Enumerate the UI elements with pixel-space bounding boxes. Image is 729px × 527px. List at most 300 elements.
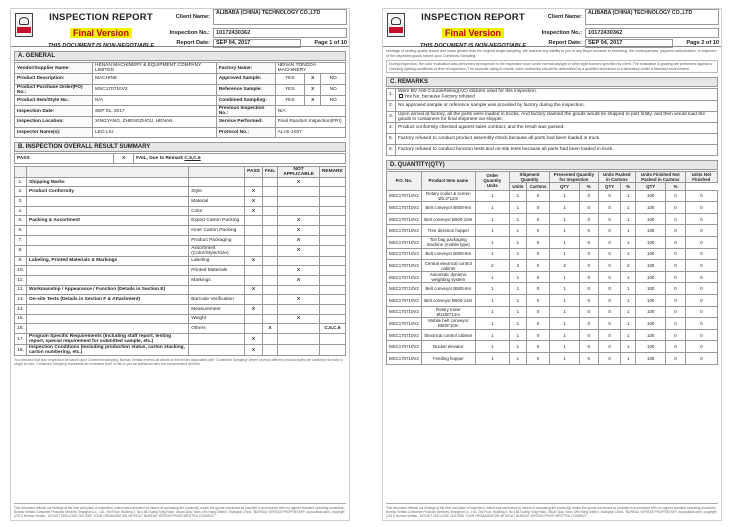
quantity-subheader-cell: %	[579, 182, 598, 190]
po-number: MSC170710V2	[387, 283, 422, 295]
summary-item: Labeling	[189, 256, 245, 266]
summary-row	[15, 285, 346, 295]
quantity-value: 0	[527, 329, 550, 341]
quantity-value: 1	[475, 190, 509, 202]
remark-row	[387, 111, 718, 122]
general-row	[15, 63, 346, 74]
general-field-value: HENAN TONGDA MACHINERY	[275, 63, 345, 74]
summary-row	[15, 177, 346, 187]
general-field-label: Inspection Location:	[15, 117, 93, 128]
quantity-value: 0	[666, 213, 685, 225]
quantity-value: 100	[635, 283, 665, 295]
summary-pass	[245, 245, 263, 256]
quantity-value: 0	[685, 202, 717, 214]
summary-pass: X	[245, 345, 263, 356]
summary-fail	[262, 226, 277, 236]
quantity-value: 0	[685, 237, 717, 249]
quantity-value: 1	[475, 202, 509, 214]
quantity-row	[387, 260, 718, 272]
page-number: Page 1 of 10	[314, 40, 347, 47]
quantity-value: 1	[509, 225, 526, 237]
remark-number: 6.	[387, 144, 396, 155]
po-number: MSC170710V2	[387, 294, 422, 306]
quantity-value: 1	[475, 213, 509, 225]
quantity-value: 100	[635, 271, 665, 283]
quantity-value: 0	[598, 329, 621, 341]
general-field-value: SEP 01, 2017	[93, 106, 217, 117]
quantity-value: 1	[509, 306, 526, 318]
quantity-value: 1	[621, 329, 636, 341]
summary-row	[15, 314, 346, 324]
combined-sampling-note: You checked that your Inspection be based upon Combined sampling. Bureau Veritas reviews all clients of this tender associated with "Combined Sampling" where several different product styles are combined to make a single lot size. Combined Sampling represents an increased level of risk to you as statistical rules are compromised and this	[14, 358, 343, 367]
quantity-value: 0	[598, 271, 621, 283]
summary-category	[27, 235, 189, 245]
quantity-value: 0	[579, 341, 598, 353]
quantity-value: 0	[579, 248, 598, 260]
summary-row-number: 1.	[15, 177, 27, 187]
summary-row-number: 16.	[15, 324, 27, 334]
summary-not-applicable: X	[278, 235, 320, 245]
summary-row	[15, 345, 346, 356]
quantity-value: 0	[527, 271, 550, 283]
client-value: ALIBABA (CHINA) TECHNOLOGY CO.,LTD	[213, 9, 347, 25]
pass-fail-table	[14, 153, 346, 164]
summary-fail	[262, 256, 277, 266]
summary-not-applicable	[278, 334, 320, 345]
quantity-value: 1	[621, 202, 636, 214]
quantity-value: 0	[685, 341, 717, 353]
client-label: Client Name:	[547, 14, 582, 21]
summary-row	[15, 266, 346, 276]
summary-row-number: 2.	[15, 187, 27, 197]
quantity-value: 1	[475, 225, 509, 237]
summary-fail	[262, 266, 277, 276]
quantity-subheader-cell: Cartons	[527, 182, 550, 190]
product-item-name: Central electrical control cabinet	[421, 260, 475, 272]
general-field-value: MSC170710V2	[93, 84, 217, 95]
remark-text-content: No approved sample or reference sample was provided by factory during the inspection.	[398, 103, 585, 109]
quantity-value: 1	[509, 213, 526, 225]
quantity-value: 0	[527, 202, 550, 214]
summary-item	[189, 345, 245, 356]
quantity-value: 0	[527, 225, 550, 237]
quantity-row	[387, 271, 718, 283]
summary-row	[15, 197, 346, 207]
summary-not-applicable	[278, 285, 320, 295]
product-item-name: Rotary cooler & screen Ø1.2*12m	[421, 190, 475, 202]
summary-fail	[262, 275, 277, 285]
summary-category: On-site Tests (Details in Section F & Attachment)	[27, 295, 189, 305]
quantity-value: 1	[550, 271, 580, 283]
summary-fail	[262, 187, 277, 197]
general-field-label: Reference Sample:	[216, 84, 275, 95]
summary-fail	[262, 334, 277, 345]
quantity-value: 0	[666, 283, 685, 295]
general-row	[15, 95, 346, 106]
summary-row-number: 11.	[15, 275, 27, 285]
summary-not-applicable: X	[278, 266, 320, 276]
summary-pass	[245, 235, 263, 245]
quantity-subheader-cell: QTY	[550, 182, 580, 190]
quantity-value: 0	[685, 329, 717, 341]
summary-row	[15, 256, 346, 266]
po-number: MSC170710V2	[387, 271, 422, 283]
quantity-value: 100	[635, 341, 665, 353]
po-number: MSC170710V2	[387, 248, 422, 260]
quantity-value: 100	[635, 260, 665, 272]
summary-remark	[319, 285, 345, 295]
remarks-table	[386, 88, 718, 155]
remark-checkbox-text: Yes No, because Factory refused	[404, 94, 475, 100]
quantity-value: 0	[666, 190, 685, 202]
quantity-row	[387, 237, 718, 249]
summary-row-number: 6.	[15, 226, 27, 236]
summary-item: Others	[189, 324, 245, 334]
summary-row	[15, 235, 346, 245]
quantity-value: 0	[579, 306, 598, 318]
quantity-value: 1	[550, 294, 580, 306]
quantity-value: 0	[598, 248, 621, 260]
quantity-value: 100	[635, 306, 665, 318]
general-field-label: Combined Sampling:	[216, 95, 275, 106]
summary-category: Packing & Assortment	[27, 216, 189, 226]
quantity-value: 1	[621, 190, 636, 202]
remark-text-content: Were BV Anti-Counterfeiting(AC) stickers used for this inspection.	[398, 89, 538, 95]
quantity-value: 1	[621, 248, 636, 260]
summary-not-applicable	[278, 304, 320, 314]
remark-text	[396, 111, 718, 122]
quantity-value: 100	[635, 248, 665, 260]
report-date-label: Report Date:	[548, 40, 582, 47]
section-remarks-title: C. REMARKS	[386, 77, 718, 87]
po-number: MSC170710V2	[387, 329, 422, 341]
summary-category: Program Specific Requirements (Including staff report, testing report, special requirement for submitted sample, etc.)	[27, 334, 189, 345]
summary-item: Material	[189, 197, 245, 207]
summary-item: Weight	[189, 314, 245, 324]
product-item-name: Belt conveyor B500-8m	[421, 248, 475, 260]
quantity-header-cell: Order Quantity Units	[475, 171, 509, 190]
quantity-value: 0	[527, 260, 550, 272]
section-quantity-title: D. QUANTITY(QTY)	[386, 160, 718, 170]
summary-remark	[319, 245, 345, 256]
report-title-block	[413, 12, 533, 49]
quantity-value: 0	[666, 248, 685, 260]
po-number: MSC170710V2	[387, 190, 422, 202]
quantity-value: 100	[635, 202, 665, 214]
quantity-value: 1	[550, 341, 580, 353]
quantity-value: 0	[666, 237, 685, 249]
general-row	[15, 84, 346, 95]
inspection-no-label: Inspection No.:	[541, 29, 582, 36]
quantity-value: 0	[666, 329, 685, 341]
summary-not-applicable	[278, 206, 320, 216]
summary-category: Inspection Conditions (Including production status, carton stacking, carton numbering, etc.)	[27, 345, 189, 356]
quantity-value: 1	[475, 294, 509, 306]
remark-row	[387, 133, 718, 144]
summary-not-applicable	[278, 345, 320, 356]
summary-pass: X	[245, 285, 263, 295]
quantity-value: 100	[635, 225, 665, 237]
final-version-label: Final Version	[442, 28, 504, 38]
summary-pass	[245, 314, 263, 324]
summary-item: Measurement	[189, 304, 245, 314]
quantity-value: 0	[598, 237, 621, 249]
po-number: MSC170710V2	[387, 213, 422, 225]
summary-remark	[319, 334, 345, 345]
general-field-mark: X	[304, 84, 320, 95]
quantity-value: 0	[685, 283, 717, 295]
summary-row-number: 10.	[15, 266, 27, 276]
client-label: Client Name:	[175, 14, 210, 21]
quantity-value: 0	[685, 318, 717, 330]
summary-pass: X	[245, 334, 263, 345]
remark-number: 4.	[387, 122, 396, 133]
summary-header-cell: FAIL	[262, 166, 277, 177]
summary-item: Printed Materials	[189, 266, 245, 276]
non-negotiable-label: THIS DOCUMENT IS NON-NEGOTIABLE	[420, 43, 526, 49]
summary-remark	[319, 256, 345, 266]
quantity-value: 2	[509, 260, 526, 272]
quantity-value: 100	[635, 294, 665, 306]
po-number: MSC170710V2	[387, 352, 422, 364]
quantity-value: 0	[666, 341, 685, 353]
summary-not-applicable: X	[278, 314, 320, 324]
general-field-label: Product Description:	[15, 74, 93, 85]
summary-fail	[262, 285, 277, 295]
summary-item: Export Carton Packing	[189, 216, 245, 226]
general-field-value: YES	[275, 95, 304, 106]
summary-item	[189, 177, 245, 187]
po-number: MSC170710V2	[387, 225, 422, 237]
quantity-row	[387, 306, 718, 318]
remark-text-content: Upon arrival at factory, all the parts were loaded in trucks. And factory claimed the goods would be shipped to port firstly, and then would load the goods in containers for final shipment via shipper.	[398, 111, 706, 122]
summary-row-number: 5.	[15, 216, 27, 226]
quantity-value: 1	[509, 237, 526, 249]
quantity-value: 0	[685, 306, 717, 318]
summary-fail	[262, 295, 277, 305]
product-item-name: Electrical control cabinet	[421, 329, 475, 341]
summary-header-cell: PASS	[245, 166, 263, 177]
report-page-2	[382, 8, 722, 521]
general-field-value: YES	[275, 84, 304, 95]
summary-header-cell: REMARK	[319, 166, 345, 177]
summary-not-applicable	[278, 197, 320, 207]
summary-item: Barcode Verification	[189, 295, 245, 305]
quantity-row	[387, 202, 718, 214]
quantity-value: 1	[509, 190, 526, 202]
summary-item	[189, 334, 245, 345]
summary-category: Workmanship / Appearance / Function (Details in Section E)	[27, 285, 189, 295]
summary-not-applicable	[278, 256, 320, 266]
remark-checkbox-line	[398, 94, 715, 99]
quantity-value: 1	[621, 271, 636, 283]
remark-number: 3.	[387, 111, 396, 122]
quantity-value: 0	[666, 271, 685, 283]
quantity-value: 0	[666, 318, 685, 330]
summary-remark	[319, 226, 345, 236]
po-number: MSC170710V2	[387, 318, 422, 330]
quantity-value: 1	[509, 271, 526, 283]
report-header	[11, 9, 349, 47]
summary-row-number: 15.	[15, 314, 27, 324]
quantity-value: 0	[598, 294, 621, 306]
remark-number: 2.	[387, 100, 396, 111]
quantity-value: 0	[579, 318, 598, 330]
summary-fail	[262, 177, 277, 187]
quantity-value: 0	[685, 294, 717, 306]
summary-remark	[319, 206, 345, 216]
quantity-value: 100	[635, 190, 665, 202]
summary-header-cell	[27, 166, 189, 177]
quantity-value: 0	[685, 352, 717, 364]
quantity-value: 0	[666, 225, 685, 237]
report-meta	[535, 12, 719, 49]
pass-mark: X	[114, 154, 134, 164]
quantity-value: 2	[550, 260, 580, 272]
quantity-value: 0	[527, 294, 550, 306]
summary-fail	[262, 197, 277, 207]
report-title-block	[41, 12, 161, 49]
fail-remark: C.5,C.6	[184, 155, 201, 161]
summary-fail	[262, 206, 277, 216]
summary-category	[27, 324, 189, 334]
quantity-header-cell: Units Finished Not Packed in Cartons	[635, 171, 685, 182]
summary-not-applicable: X	[278, 295, 320, 305]
inspection-no-value: 10172430362	[585, 28, 719, 38]
remark-text	[396, 144, 718, 155]
quantity-row	[387, 329, 718, 341]
quantity-value: 1	[509, 248, 526, 260]
quantity-value: 0	[685, 225, 717, 237]
summary-item: Inner Carton Packing	[189, 226, 245, 236]
summary-header-cell: NOT APPLICABLE	[278, 166, 320, 177]
general-field-value: ALI-E-1037	[275, 127, 345, 138]
quantity-value: 0	[666, 294, 685, 306]
summary-not-applicable: X	[278, 245, 320, 256]
product-item-name: Belt conveyor B500-6m	[421, 283, 475, 295]
quantity-value: 0	[598, 213, 621, 225]
product-item-name: Ton bag packaging machine (mobile type)	[421, 237, 475, 249]
summary-not-applicable: X	[278, 226, 320, 236]
quantity-value: 0	[666, 260, 685, 272]
summary-row-number: 3.	[15, 197, 27, 207]
quantity-value: 1	[475, 248, 509, 260]
summary-row-number: 18.	[15, 345, 27, 356]
remark-text-content: Factory refused to conduct product assembly check because all parts had been loaded in truck.	[398, 136, 601, 142]
quantity-value: 0	[579, 225, 598, 237]
quantity-value: 1	[509, 294, 526, 306]
summary-row-number: 7.	[15, 235, 27, 245]
quantity-value: 0	[598, 352, 621, 364]
report-title: INSPECTION REPORT	[421, 12, 525, 23]
general-field-value: MACHINE	[93, 74, 217, 85]
summary-row	[15, 216, 346, 226]
summary-row-number: 14.	[15, 304, 27, 314]
product-item-name: Feeding hopper	[421, 352, 475, 364]
summary-remark	[319, 345, 345, 356]
quantity-value: 0	[685, 190, 717, 202]
general-field-label: Product Item/Style No.:	[15, 95, 93, 106]
section-general-title: A. GENERAL	[14, 51, 346, 61]
summary-pass: X	[245, 304, 263, 314]
summary-category	[27, 226, 189, 236]
summary-pass	[245, 216, 263, 226]
quantity-value: 1	[621, 318, 636, 330]
quantity-value: 0	[527, 248, 550, 260]
summary-remark	[319, 216, 345, 226]
quantity-value: 0	[579, 352, 598, 364]
summary-category	[27, 197, 189, 207]
quantity-value: 1	[621, 341, 636, 353]
general-field-label: Vendor/Supplier Name:	[15, 63, 93, 74]
quantity-value: 1	[621, 225, 636, 237]
general-field-label: Previous Inspection No.:	[216, 106, 275, 117]
product-item-name: Automatic dynamic weighting system	[421, 271, 475, 283]
quantity-value: 1	[475, 329, 509, 341]
summary-row-number: 9.	[15, 256, 27, 266]
quantity-value: 1	[475, 341, 509, 353]
quantity-value: 1	[550, 283, 580, 295]
quantity-value: 0	[527, 318, 550, 330]
summary-not-applicable: X	[278, 177, 320, 187]
quantity-header-cell: Product Item name	[421, 171, 475, 190]
summary-fail	[262, 314, 277, 324]
summary-row	[15, 187, 346, 197]
general-row	[15, 106, 346, 117]
summary-header-cell	[189, 166, 245, 177]
summary-remark	[319, 304, 345, 314]
general-field-value: YES	[275, 74, 304, 85]
quantity-value: 0	[685, 213, 717, 225]
remark-text-content: Product conformity checked against sales contract, and the result was passed.	[398, 125, 565, 131]
quantity-value: 1	[550, 306, 580, 318]
general-field-mark: X	[304, 95, 320, 106]
page-footer: This document reflects our findings at the time and place of inspection, which was conducted by means of comparing the product(s) and/or the goods concerned as provided in accordance with our agreed standard operating procedure. Bureau Veritas Consumer Products Services Shanghai Co., Ltd., 2nd Floor, Building 3, No.168 Guang Tong Road, Zhuan Qiao Town, Min Hang District, Shanghai China. "BUREAU VERITAS PROPRIETARY: acycloalkal work, copyright (2017) Bureau Veritas - DO NOT DISCLOSE OUTSIDE YOUR ORGANISATION WITHOUT BUREAU VERITAS PRIOR WRITTEN CONSENT"	[386, 503, 718, 518]
quantity-value: 0	[598, 190, 621, 202]
page-number: Page 2 of 10	[686, 40, 719, 47]
general-field-value: NO	[321, 84, 346, 95]
general-field-label: Protocol No.:	[216, 127, 275, 138]
quantity-value: 1	[550, 352, 580, 364]
product-item-name: Rotary mixer Ø1200*12m	[421, 306, 475, 318]
summary-category: Shipping Marks	[27, 177, 189, 187]
quantity-value: 100	[635, 329, 665, 341]
quantity-value: 1	[550, 202, 580, 214]
remark-row	[387, 100, 718, 111]
summary-fail	[262, 345, 277, 356]
remark-row	[387, 144, 718, 155]
summary-not-applicable	[278, 324, 320, 334]
quantity-value: 0	[579, 190, 598, 202]
summary-category: Labeling, Printed Materials & Markings	[27, 256, 189, 266]
summary-pass: X	[245, 187, 263, 197]
quantity-value: 1	[509, 329, 526, 341]
quantity-header-cell: Units Not Finished	[685, 171, 717, 182]
summary-pass	[245, 295, 263, 305]
general-field-value: N/A	[275, 106, 345, 117]
quantity-row	[387, 352, 718, 364]
general-row	[15, 117, 346, 128]
non-negotiable-label: THIS DOCUMENT IS NON-NEGOTIABLE	[48, 43, 154, 49]
summary-remark	[319, 314, 345, 324]
summary-row	[15, 206, 346, 216]
client-value: ALIBABA (CHINA) TECHNOLOGY CO.,LTD	[585, 9, 719, 25]
summary-item: Markings	[189, 275, 245, 285]
quantity-value: 1	[621, 213, 636, 225]
summary-category	[27, 206, 189, 216]
summary-row	[15, 245, 346, 256]
product-item-name: Belt conveyor B500-6m	[421, 202, 475, 214]
